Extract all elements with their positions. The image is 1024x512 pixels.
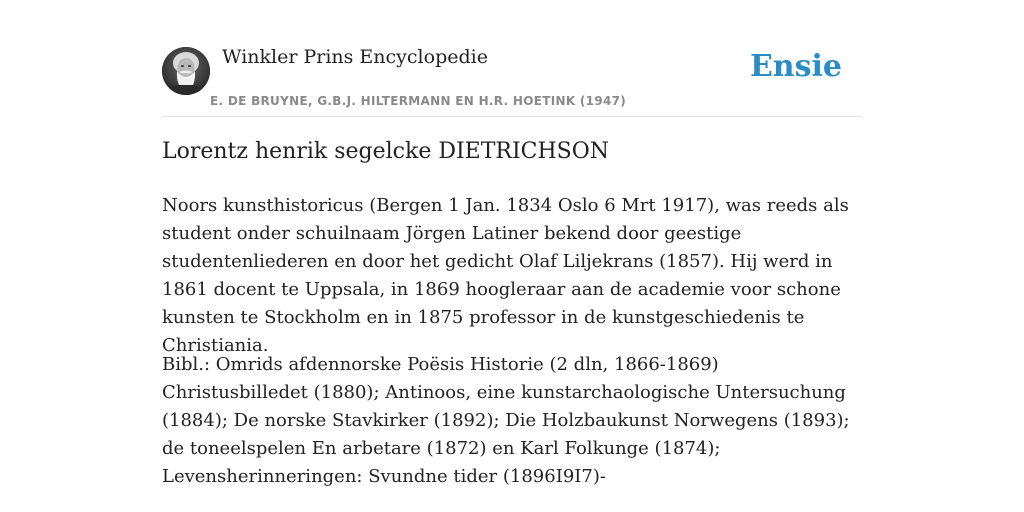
portrait-image bbox=[162, 47, 210, 95]
authors-credit: E. DE BRUYNE, G.B.J. HILTERMANN EN H.R. HOETINK (1947) bbox=[210, 94, 627, 108]
article-paragraph: Noors kunsthistoricus (Bergen 1 Jan. 1834 Oslo 6 Mrt 1917), was reeds als student onder schuilnaam Jörgen Latiner bekend door geestige studentenliederen en door het gedicht Olaf Liljekrans (1857). Hij werd in 1861 docent te Uppsala, in 1869 hoogleraar aan de academie voor schone kunsten te Stockholm en in 1875 professor in de kunstgeschiedenis te Christiania. bbox=[162, 195, 849, 356]
author-portrait-avatar bbox=[162, 47, 210, 95]
site-title[interactable]: Winkler Prins Encyclopedie bbox=[222, 46, 488, 68]
header bbox=[162, 44, 862, 117]
ensie-logo[interactable]: Ensie bbox=[749, 49, 842, 84]
bibliography-paragraph: Bibl.: Omrids afdennorske Poësis Historie (2 dln, 1866-1869) Christusbilledet (1880); Antinoos, eine kunstarchaologische Untersuchung (1884); De norske Stavkirker (1892); Die Holzbaukunst Norwegens (1893); de toneelspelen En arbetare (1872) en Karl Folkunge (1874); Levensherinneringen: Svundne tider (1896I9I7)- bbox=[162, 354, 850, 487]
article-title: Lorentz henrik segelcke DIETRICHSON bbox=[162, 139, 610, 164]
